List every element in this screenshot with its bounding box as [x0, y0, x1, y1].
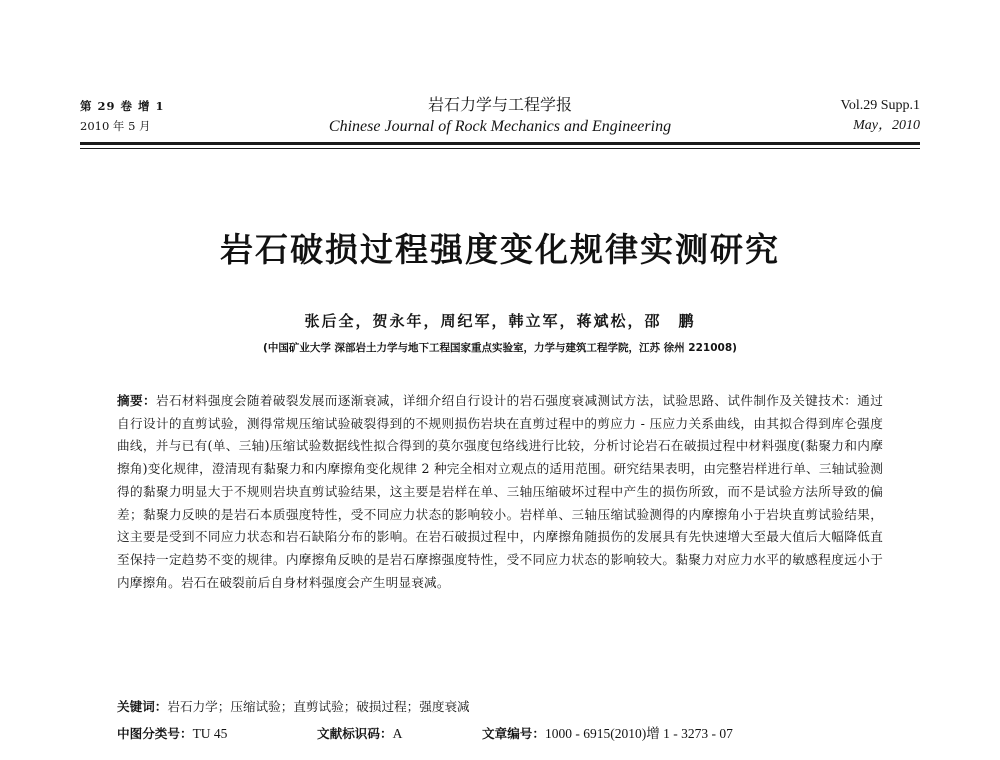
journal-name-en: Chinese Journal of Rock Mechanics and Engineering — [328, 118, 672, 135]
doc-value: A — [392, 726, 403, 741]
affiliation: (中国矿业大学 深部岩土力学与地下工程国家重点实验室，力学与建筑工程学院，江苏 徐州 221008) — [263, 342, 737, 354]
keywords-label: 关键词： — [117, 699, 168, 714]
date-cn: 2010 年 5 月 — [80, 119, 151, 133]
clc-code — [117, 724, 227, 744]
header-rule-thick — [80, 142, 920, 145]
author-list: 张后全，贺永年，周纪军，韩立军，蒋斌松，邵 鹏 — [304, 312, 696, 330]
article-number-value: 1000 - 6915(2010)增 1 - 3273 - 07 — [544, 726, 733, 741]
article-number-label: 文章编号： — [482, 726, 545, 741]
keywords-text: 岩石力学；压缩试验；直剪试验；破损过程；强度衰减 — [167, 699, 470, 714]
date-en: May，2010 — [853, 118, 920, 133]
volume-en: Vol.29 Supp.1 — [840, 98, 920, 113]
keywords — [117, 697, 883, 717]
volume-issue: 第 29 卷 增 1 — [80, 99, 165, 113]
clc-label: 中图分类号： — [117, 726, 193, 741]
journal-name-cn: 岩石力学与工程学报 — [427, 95, 572, 114]
header-rule-thin — [80, 148, 920, 149]
doc-label: 文献标识码： — [317, 726, 393, 741]
header-center — [80, 94, 920, 138]
article-number — [482, 724, 733, 744]
abstract-text: 岩石材料强度会随着破裂发展而逐渐衰减，详细介绍自行设计的岩石强度衰减测试方法，试验思路、试件制作及关键技术：通过自行设计的直剪试验，测得常规压缩试验破裂得到的不规则损伤岩块在直剪过程中的剪应力 - 压应力关系曲线，由其拟合得到库仑强度曲线，并与已有(单、三轴)压缩试验数据线性拟合得到的莫尔强度包络线进行比较，分析讨论岩石在破损过程中材料强度(黏聚力和内摩擦角)变化规律，澄清现有黏聚力和内摩擦角变化规律 2 种完全相对立观点的适用范围。研究结果表明，由完整岩样进行单、三轴试验测得的黏聚力明显大于不规则岩块直剪试验结果，这主要是岩样在单、三轴压缩破坏过程中产生的损伤所致，而不是试验方法所导致的偏差；黏聚力反映的是岩石本质强度特性，受不同应力状态的影响较小。岩样单、三轴压缩试验测得的内摩擦角小于岩块直剪试验结果，这主要是受到不同应力状态和岩石缺陷分布的影响。在岩石破损过程中，内摩擦角随损伤的发展具有先快速增大至最大值后大幅降低直至保持一定趋势不变的规律。内摩擦角反映的是岩石摩擦强度特性，受不同应力状态的影响较大。黏聚力对应力水平的敏感程度远小于内摩擦角。岩石在破裂前后自身材料强度会产生明显衰减。 — [117, 393, 883, 590]
document-code — [317, 724, 402, 744]
header-right — [841, 96, 920, 136]
running-header — [80, 96, 920, 140]
abstract-label: 摘要： — [117, 393, 156, 408]
classification-line — [117, 724, 883, 744]
clc-value: TU 45 — [192, 726, 228, 741]
abstract — [117, 390, 883, 594]
article-title: 岩石破损过程强度变化规律实测研究 — [220, 230, 780, 269]
